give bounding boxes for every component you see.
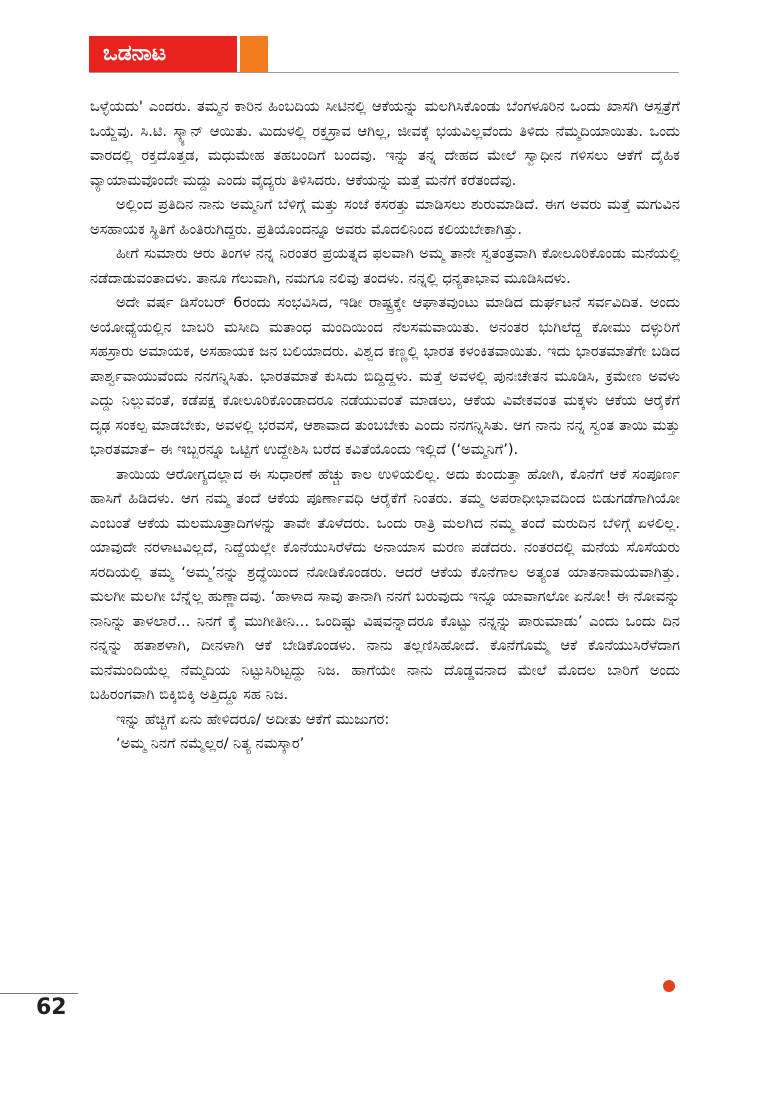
end-of-article-dot (663, 980, 675, 992)
article-body (90, 95, 680, 757)
paragraph: ಅಲ್ಲಿಂದ ಪ್ರತಿದಿನ ನಾನು ಅಮ್ಮನಿಗೆ ಬೆಳಿಗ್ಗೆ ಮತ್ತು ಸಂಜೆ ಕಸರತ್ತು ಮಾಡಿಸಲು ಶುರುಮಾಡಿದೆ. ಈಗ ಅವರು ಮತ್ತೆ ಮಗುವಿನ ಅಸಹಾಯಕ ಸ್ಥಿತಿಗೆ ಹಿಂತಿರುಗಿದ್ದರು. ಪ್ರತಿಯೊಂದನ್ನೂ ಅವರು ಮೊದಲಿನಿಂದ ಕಲಿಯಬೇಕಾಗಿತ್ತು. (90, 196, 680, 238)
closing-line: ‘ಅಮ್ಮ ನಿನಗೆ ನಮ್ಮೆಲ್ಲರ/ ನಿತ್ಯ ನಮಸ್ಕಾರ’ (116, 735, 305, 752)
paragraph: ಒಳ್ಳೆಯದು' ಎಂದರು. ತಮ್ಮನ ಕಾರಿನ ಹಿಂಬದಿಯ ಸೀಟಿನಲ್ಲಿ ಆಕೆಯನ್ನು ಮಲಗಿಸಿಕೊಂಡು ಬೆಂಗಳೂರಿನ ಒಂದು ಖಾಸಗಿ ಆಸ್ಪತ್ರೆಗೆ ಒಯ್ದೆವು. ಸಿ.ಟಿ. ಸ್ಕ್ಯಾನ್ ಆಯಿತು. ಮಿದುಳಲ್ಲಿ ರಕ್ತಸ್ರಾವ ಆಗಿಲ್ಲ, ಜೀವಕ್ಕೆ ಭಯವಿಲ್ಲವೆಂದು ತಿಳಿದು ನೆಮ್ಮದಿಯಾಯಿತು. ಒಂದು ವಾರದಲ್ಲಿ ರಕ್ತದೊತ್ತಡ, ಮಧುಮೇಹ ತಹಬಂದಿಗೆ ಬಂದವು. ಇನ್ನು ತನ್ನ ದೇಹದ ಮೇಲೆ ಸ್ವಾಧೀನ ಗಳಿಸಲು ಆಕೆಗೆ ದೈಹಿಕ ವ್ಯಾಯಾಮವೊಂದೇ ಮದ್ದು ಎಂದು ವೈದ್ಯರು ತಿಳಿಸಿದರು. ಆಕೆಯನ್ನು ಮತ್ತೆ ಮನೆಗೆ ಕರೆತಂದೆವು. (90, 98, 680, 189)
closing-line: ಇನ್ನು ಹೆಚ್ಚಿಗೆ ಏನು ಹೇಳಿದರೂ/ ಅದೀತು ಆಕೆಗೆ ಮುಜುಗರ: (116, 710, 390, 728)
header-accent-block (240, 36, 268, 72)
section-title-tab (89, 36, 237, 72)
header-rule (89, 72, 679, 73)
footer-rule (0, 993, 78, 994)
page-number: 62 (36, 995, 67, 1020)
section-title: ಒಡನಾಟ (103, 41, 167, 66)
paragraph: ತಾಯಿಯ ಆರೋಗ್ಯದಲ್ಲಾದ ಈ ಸುಧಾರಣೆ ಹೆಚ್ಚು ಕಾಲ ಉಳಿಯಲಿಲ್ಲ. ಅದು ಕುಂದುತ್ತಾ ಹೋಗಿ, ಕೊನೆಗೆ ಆಕೆ ಸಂಪೂರ್ಣ ಹಾಸಿಗೆ ಹಿಡಿದಳು. ಆಗ ನಮ್ಮ ತಂದೆ ಆಕೆಯ ಪೂರ್ಣಾವಧಿ ಆರೈಕೆಗೆ ನಿಂತರು. ತಮ್ಮ ಅಪರಾಧೀಭಾವದಿಂದ ಬಿಡುಗಡೆಗಾಗಿಯೋ ಎಂಬಂತೆ ಆಕೆಯ ಮಲಮೂತ್ರಾದಿಗಳನ್ನು ತಾವೇ ತೊಳೆದರು. ಒಂದು ರಾತ್ರಿ ಮಲಗಿದ ನಮ್ಮ ತಂದೆ ಮರುದಿನ ಬೆಳಿಗ್ಗೆ ಏಳಲಿಲ್ಲ. ಯಾವುದೇ ನರಳಾಟವಿಲ್ಲದೆ, ನಿದ್ದೆಯಲ್ಲೇ ಕೊನೆಯುಸಿರೆಳೆದು ಅನಾಯಾಸ ಮರಣ ಪಡೆದರು. ನಂತರದಲ್ಲಿ ಮನೆಯ ಸೊಸೆಯರು ಸರದಿಯಲ್ಲಿ ತಮ್ಮ ‘ಅಮ್ಮ’ನನ್ನು ಶ್ರದ್ಧೆಯಿಂದ ನೋಡಿಕೊಂಡರು. ಆದರೆ ಆಕೆಯ ಕೊನೆಗಾಲ ಅತ್ಯಂತ ಯಾತನಾಮಯವಾಗಿತ್ತು. ಮಲಗೀ ಮಲಗೀ ಬೆನ್ನೆಲ್ಲ ಹುಣ್ಣಾದವು. ‘ಹಾಳಾದ ಸಾವು ತಾನಾಗಿ ನನಗೆ ಬರುವುದು ಇನ್ನೂ ಯಾವಾಗಲೋ ಏನೋ! ಈ ನೋವನ್ನು ನಾನಿನ್ನು ತಾಳಲಾರೆ... ನಿನಗೆ ಕೈ ಮುಗೀತೀನಿ... ಒಂದಿಷ್ಟು ವಿಷವನ್ನಾದರೂ ಕೊಟ್ಟು ನನ್ನನ್ನು ಪಾರುಮಾಡು’ ಎಂದು ಒಂದು ದಿನ ನನ್ನನ್ನು ಹತಾಶಳಾಗಿ, ದೀನಳಾಗಿ ಆಕೆ ಬೇಡಿಕೊಂಡಳು. ನಾನು ತಲ್ಲಣಿಸಿಹೋದೆ. ಕೊನೆಗೊಮ್ಮೆ ಆಕೆ ಕೊನೆಯುಸಿರೆಳೆದಾಗ ಮನೆಮಂದಿಯೆಲ್ಲ ನೆಮ್ಮದಿಯ ನಿಟ್ಟುಸಿರಿಟ್ಟದ್ದು ನಿಜ. ಹಾಗೆಯೇ ನಾನು ದೊಡ್ಡವನಾದ ಮೇಲೆ ಮೊದಲ ಬಾರಿಗೆ ಅಂದು ಬಹಿರಂಗವಾಗಿ ಬಿಕ್ಕಿಬಿಕ್ಕಿ ಅತ್ತಿದ್ದೂ ಸಹ ನಿಜ. (90, 465, 680, 703)
paragraph: ಹೀಗೆ ಸುಮಾರು ಆರು ತಿಂಗಳ ನನ್ನ ನಿರಂತರ ಪ್ರಯತ್ನದ ಫಲವಾಗಿ ಅಮ್ಮ ತಾನೇ ಸ್ವತಂತ್ರವಾಗಿ ಕೋಲೂರಿಕೊಂಡು ಮನೆಯಲ್ಲಿ ನಡೆದಾಡುವಂತಾದಳು. ತಾನೂ ಗೆಲುವಾಗಿ, ನಮಗೂ ನಲಿವು ತಂದಳು. ನನ್ನಲ್ಲಿ ಧನ್ಯತಾಭಾವ ಮೂಡಿಸಿದಳು. (90, 245, 680, 287)
paragraph: ಅದೇ ವರ್ಷ ಡಿಸೆಂಬರ್ 6ರಂದು ಸಂಭವಿಸಿದ, ಇಡೀ ರಾಷ್ಟ್ರಕ್ಕೇ ಆಘಾತವುಂಟು ಮಾಡಿದ ದುರ್ಘಟನೆ ಸರ್ವವಿದಿತ. ಅಂದು ಅಯೋಧ್ಯೆಯಲ್ಲಿನ ಬಾಬರಿ ಮಸೀದಿ ಮತಾಂಧ ಮಂದಿಯಿಂದ ನೆಲಸಮವಾಯಿತು. ಅನಂತರ ಭುಗಿಲೆದ್ದ ಕೋಮು ದಳ್ಳುರಿಗೆ ಸಹಸ್ರಾರು ಅಮಾಯಕ, ಅಸಹಾಯಕ ಜನ ಬಲಿಯಾದರು. ವಿಶ್ವದ ಕಣ್ಣಲ್ಲಿ ಭಾರತ ಕಳಂಕಿತವಾಯಿತು. ಇದು ಭಾರತಮಾತೆಗೇ ಬಡಿದ ಪಾರ್ಶ್ವವಾಯುವೆಂದು ನನಗನ್ನಿಸಿತು. ಭಾರತಮಾತೆ ಕುಸಿದು ಬಿದ್ದಿದ್ದಳು. ಮತ್ತೆ ಅವಳಲ್ಲಿ ಪುನಃಚೇತನ ಮೂಡಿಸಿ, ಕ್ರಮೇಣ ಅವಳು ಎದ್ದು ನಿಲ್ಲುವಂತೆ, ಕಡೆಪಕ್ಷ ಕೋಲೂರಿಕೊಂಡಾದರೂ ನಡೆಯುವಂತೆ ಮಾಡಲು, ಆಕೆಯ ವಿವೇಕವಂತ ಮಕ್ಕಳು ಆಕೆಯ ಆರೈಕೆಗೆ ದೃಢ ಸಂಕಲ್ಪ ಮಾಡಬೇಕು, ಅವಳಲ್ಲಿ ಭರವಸೆ, ಆಶಾವಾದ ತುಂಬಬೇಕು ಎಂದು ನನಗನ್ನಿಸಿತು. ಆಗ ನಾನು ನನ್ನ ಸ್ವಂತ ತಾಯಿ ಮತ್ತು ಭಾರತಮಾತೆ– ಈ ಇಬ್ಬರನ್ನೂ ಒಟ್ಟಿಗೆ ಉದ್ದೇಶಿಸಿ ಬರೆದ ಕವಿತೆಯೊಂದು ಇಲ್ಲಿದೆ (‘ಅಮ್ಮನಿಗೆ’). (90, 294, 680, 458)
